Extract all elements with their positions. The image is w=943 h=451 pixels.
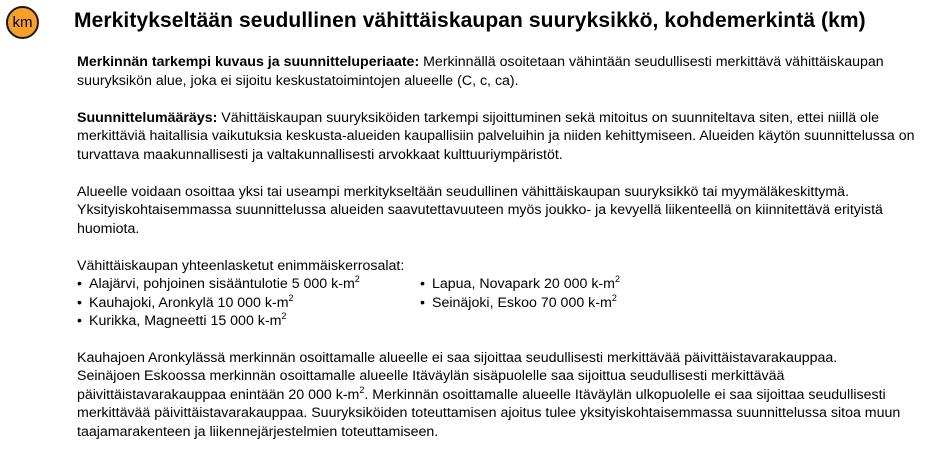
intro-text: Merkinnällä osoitetaan vähintään seudullisesti merkittävä vähittäiskaupan suuryksikön alue, joka ei sijoitu keskustatoimintojen alueelle (C, c, ca). [77,54,884,89]
list-item: • Kauhajoki, Aronkylä 10 000 $k-m^2$ [77,294,420,313]
areas-heading: Vähittäiskaupan yhteenlasketut enimmäiskerrosalat: [77,257,405,274]
areas-list-left [77,275,420,331]
closing-line-2: Seinäjoen Eskoossa merkinnän osoittamalle alueelle Itäväylän sisäpuolelle saa sijoittua seudullisesti merkittävää päivittäistavarakauppaa enintään 20 000 $k-m^2$. Merkinnän osoittamalle alueelle Itäväylän ulkopuolelle ei saa sijoittaa seudullisesti merkittävää päivittäistavarakauppaa. Suuryksiköiden toteuttamisen ajoitus tulee yksityiskohtaisemmassa suunnittelussa sitoa muun taajamarakenteen ja liikennejärjestelmien toteuttamiseen. [77,368,901,440]
list-item: • Lapua, Novapark 20 000 $k-m^2$ [420,275,620,294]
list-item: • Seinäjoki, Eskoo 70 000 $k-m^2$ [420,294,620,313]
list-item: • Alajärvi, pohjoinen sisääntulotie 5 000 $k-m^2$ [77,275,420,294]
areas-list [77,275,937,331]
list-item: • Kurikka, Magneetti 15 000 $k-m^2$ [77,312,420,331]
paragraph-3: Alueelle voidaan osoittaa yksi tai useampi merkitykseltään seudullinen vähittäiskaupan suuryksikkö tai myymäläkeskittymä. Yksityiskohtaisemmassa suunnittelussa alueiden saavutettavuuteen myös joukko- ja kevyellä liikenteellä on kiinnitettävä erityistä huomiota. [77,183,883,237]
km-badge-label: km [12,14,33,31]
intro-paragraph [77,53,937,90]
km-badge-icon [6,6,39,39]
regulation-text: Vähittäiskaupan suuryksiköiden tarkempi sijoittuminen sekä mitoitus on suunniteltava siten, ettei niillä ole merkittäviä haitallisia vaikutuksia keskusta-alueiden kaupallisiin palveluihin ja niiden kehittymiseen. Alueiden käytön suunnittelussa on turvattava maakunnallisesti ja valtakunnallisesti arvokkaat kulttuuriympäristöt. [77,109,915,163]
regulation-paragraph [77,109,937,165]
page-title: Merkitykseltään seudullinen vähittäiskaupan suuryksikkö, kohdemerkintä (km) [74,9,866,32]
intro-label: Merkinnän tarkempi kuvaus ja suunnitteluperiaate: [77,54,420,70]
closing-line-1: Kauhajoen Aronkylässä merkinnän osoittamalle alueelle ei saa sijoittaa seudullisesti merkittävää päivittäistavarakauppaa. [77,349,838,366]
areas-list-right [420,275,620,331]
document-body [77,53,937,441]
regulation-label: Suunnittelumääräys: [77,109,218,126]
closing-paragraph [77,349,937,442]
